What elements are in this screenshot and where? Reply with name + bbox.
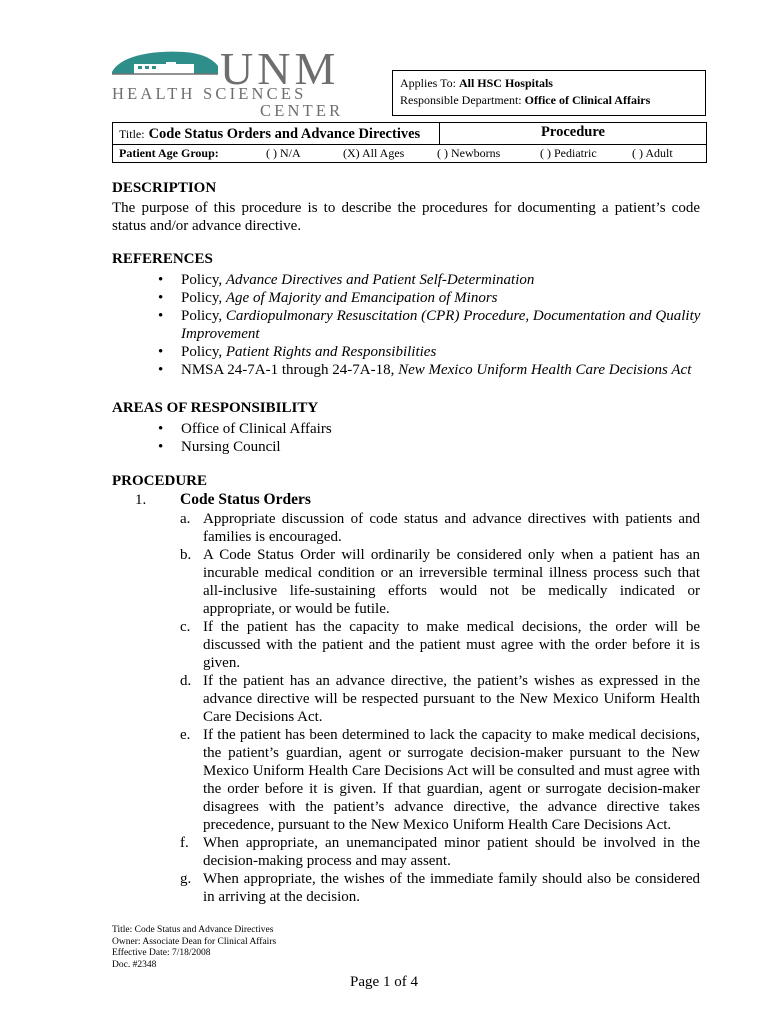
department-label: Responsible Department:: [400, 93, 522, 107]
page-number: Page 1 of 4: [350, 974, 418, 990]
description-text: The purpose of this procedure is to describe the procedures for documenting a patient’s code status and/or advance directive.: [112, 200, 700, 234]
areas-heading: AREAS OF RESPONSIBILITY: [112, 400, 319, 416]
applies-to-box: [392, 70, 706, 116]
reference-item: • Policy, Advance Directives and Patient Self-Determination: [158, 272, 535, 288]
procedure-item: d. If the patient has an advance directive, the patient’s wishes as expressed in the advance directive will be respected pursuant to the New Mexico Uniform Health Care Decisions Act.: [180, 673, 700, 725]
footer-title: Title: Code Status and Advance Directives: [112, 925, 274, 935]
age-option-newborns: ( ) Newborns: [437, 146, 501, 160]
reference-item: • Policy, Cardiopulmonary Resuscitation (CPR) Procedure, Documentation and Quality Improvement: [158, 308, 701, 342]
procedure-items: [180, 510, 700, 906]
applies-to-line: [400, 75, 698, 92]
doc-type: Procedure: [541, 124, 605, 140]
step-number: 1.: [135, 492, 147, 508]
procedure-item: c. If the patient has the capacity to make medical decisions, the order will be discussed with the patient and the patient must agree with the order before it is given.: [180, 619, 700, 671]
footer-owner: Owner: Associate Dean for Clinical Affairs: [112, 936, 277, 947]
department-line: [400, 92, 698, 109]
document-footer: [112, 925, 276, 971]
title-row: [112, 122, 707, 145]
age-option-all-ages: (X) All Ages: [343, 146, 405, 160]
department-value: Office of Clinical Affairs: [524, 93, 651, 107]
procedure-item: e. If the patient has been determined to lack the capacity to make medical decisions, the patient’s guardian, agent or surrogate decision-maker pursuant to the New Mexico Uniform Health Care Decisions Act will be consulted and must agree with the order before it is given. If that guardian, agent or surrogate decision-maker disagrees with the patient’s advance directive, the advance directive takes precedence, pursuant to the New Mexico Uniform Health Care Decisions Act.: [180, 727, 700, 833]
references-list: [158, 271, 741, 379]
age-option-adult: ( ) Adult: [632, 146, 673, 160]
footer-doc-number: Doc. #2348: [112, 959, 157, 970]
title-label: Title:: [119, 127, 145, 141]
logo-unm-text: UNM: [220, 43, 340, 94]
step-title: Code Status Orders: [180, 491, 311, 508]
age-option-pediatric: ( ) Pediatric: [540, 146, 597, 160]
applies-to-label: Applies To:: [400, 76, 456, 90]
reference-item: • NMSA 24-7A-1 through 24-7A-18, New Mexico Uniform Health Care Decisions Act: [158, 362, 692, 378]
footer-effective-date: Effective Date: 7/18/2008: [112, 948, 211, 958]
area-item: • Office of Clinical Affairs: [158, 421, 332, 437]
logo-health-sciences-text: HEALTH SCIENCES: [112, 84, 307, 103]
procedure-item: f. When appropriate, an unemancipated minor patient should be involved in the decision-making process and may assent.: [180, 835, 700, 869]
procedure-item: g. When appropriate, the wishes of the immediate family should also be considered in arriving at the decision.: [180, 871, 700, 905]
description-heading: DESCRIPTION: [112, 180, 217, 196]
procedure-heading: PROCEDURE: [112, 473, 208, 489]
unm-hsc-logo: [112, 43, 388, 120]
logo-mark-icon: [112, 50, 222, 84]
applies-to-value: All HSC Hospitals: [458, 76, 553, 90]
logo-center-text: CENTER: [260, 101, 344, 120]
references-heading: REFERENCES: [112, 251, 213, 267]
reference-item: • Policy, Age of Majority and Emancipation of Minors: [158, 290, 498, 306]
patient-age-group-row: [112, 145, 707, 163]
title-cell: [113, 123, 440, 144]
reference-item: • Policy, Patient Rights and Responsibilities: [158, 344, 437, 360]
procedure-item: b. A Code Status Order will ordinarily be considered only when a patient has an incurable medical condition or an irreversible terminal illness process such that all-inclusive life-sustaining efforts would not be medically indicated or appropriate, or would be futile.: [180, 547, 700, 617]
age-option-na: ( ) N/A: [266, 146, 301, 160]
area-item: • Nursing Council: [158, 439, 281, 455]
areas-list: [158, 420, 741, 456]
age-group-label: Patient Age Group:: [119, 146, 219, 160]
document-title: Code Status Orders and Advance Directives: [148, 126, 421, 142]
procedure-item: a. Appropriate discussion of code status and advance directives with patients and families is encouraged.: [180, 511, 700, 545]
